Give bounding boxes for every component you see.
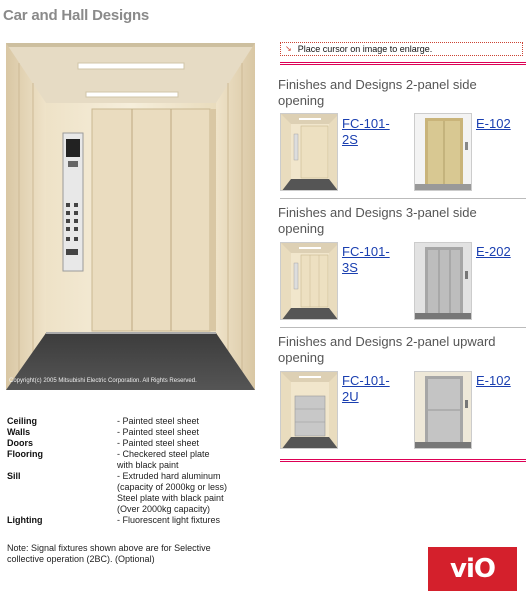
spec-label: Ceiling <box>7 416 38 426</box>
spec-label: Doors <box>7 438 34 448</box>
car-thumbnail-illustration <box>281 114 338 191</box>
car-thumbnail[interactable] <box>280 371 338 449</box>
spec-value: - Checkered steel plate with black paint <box>117 449 210 470</box>
spec-label: Sill <box>7 471 21 481</box>
spec-label: Flooring <box>7 449 43 459</box>
hall-thumbnail[interactable] <box>414 371 472 449</box>
logo-text: viO <box>450 554 495 584</box>
spec-row-flooring <box>7 449 257 471</box>
elevator-car-image[interactable] <box>6 43 255 390</box>
car-thumbnail[interactable] <box>280 113 338 191</box>
enlarge-hint <box>280 42 523 56</box>
section-title: Finishes and Designs 2-panel side opening <box>278 77 477 108</box>
hall-thumbnail[interactable] <box>414 242 472 320</box>
hall-thumbnail[interactable] <box>414 113 472 191</box>
car-thumbnail[interactable] <box>280 242 338 320</box>
spec-value: - Painted steel sheet <box>117 427 200 437</box>
section-2-panel-upward <box>278 334 526 366</box>
divider <box>280 327 526 328</box>
hall-design-link-e-102[interactable]: E-102 <box>476 116 511 131</box>
spec-row-sill <box>7 471 257 515</box>
spec-label: Walls <box>7 427 31 437</box>
spec-value: - Painted steel sheet <box>117 438 200 448</box>
hall-thumbnail-illustration <box>415 243 472 320</box>
vico-logo[interactable] <box>428 547 517 591</box>
section-3-panel-side <box>278 205 526 237</box>
enlarge-hint-text: Place cursor on image to enlarge. <box>297 44 433 54</box>
arrow-icon: ↘ <box>285 44 292 53</box>
hall-design-link-e-202[interactable]: E-202 <box>476 244 511 259</box>
divider <box>280 62 526 65</box>
spec-value: - Fluorescent light fixtures <box>117 515 221 525</box>
car-thumbnail-illustration <box>281 243 338 320</box>
car-thumbnail-illustration <box>281 372 338 449</box>
spec-row-lighting <box>7 515 257 526</box>
section-title: Finishes and Designs 2-panel upward opening <box>278 334 496 365</box>
spec-value: - Painted steel sheet <box>117 416 200 426</box>
hall-design-link-e-102[interactable]: E-102 <box>476 373 511 388</box>
spec-value: - Extruded hard aluminum (capacity of 2000kg or less) Steel plate with black paint (Over 2000kg capacity) <box>117 471 228 514</box>
spec-row-doors <box>7 438 257 449</box>
divider <box>280 198 526 199</box>
spec-label: Lighting <box>7 515 43 525</box>
hall-thumbnail-illustration <box>415 114 472 191</box>
elevator-car-illustration <box>6 43 255 390</box>
spec-table <box>7 416 257 526</box>
copyright-text: Copyright(c) 2005 Mitsubishi Electric Corporation. All Rights Reserved. <box>9 378 197 384</box>
car-design-link-fc-101-2s[interactable]: FC-101- 2S <box>342 116 390 147</box>
footnote: Note: Signal fixtures shown above are for Selective collective operation (2BC). (Optional) <box>7 543 211 564</box>
hall-thumbnail-illustration <box>415 372 472 449</box>
section-2-panel-side <box>278 77 526 109</box>
car-design-link-fc-101-2u[interactable]: FC-101- 2U <box>342 373 390 404</box>
page-title: Car and Hall Designs <box>3 7 150 24</box>
spec-row-walls <box>7 427 257 438</box>
section-title: Finishes and Designs 3-panel side opening <box>278 205 477 236</box>
divider <box>280 459 526 462</box>
car-design-link-fc-101-3s[interactable]: FC-101- 3S <box>342 244 390 275</box>
spec-row-ceiling <box>7 416 257 427</box>
